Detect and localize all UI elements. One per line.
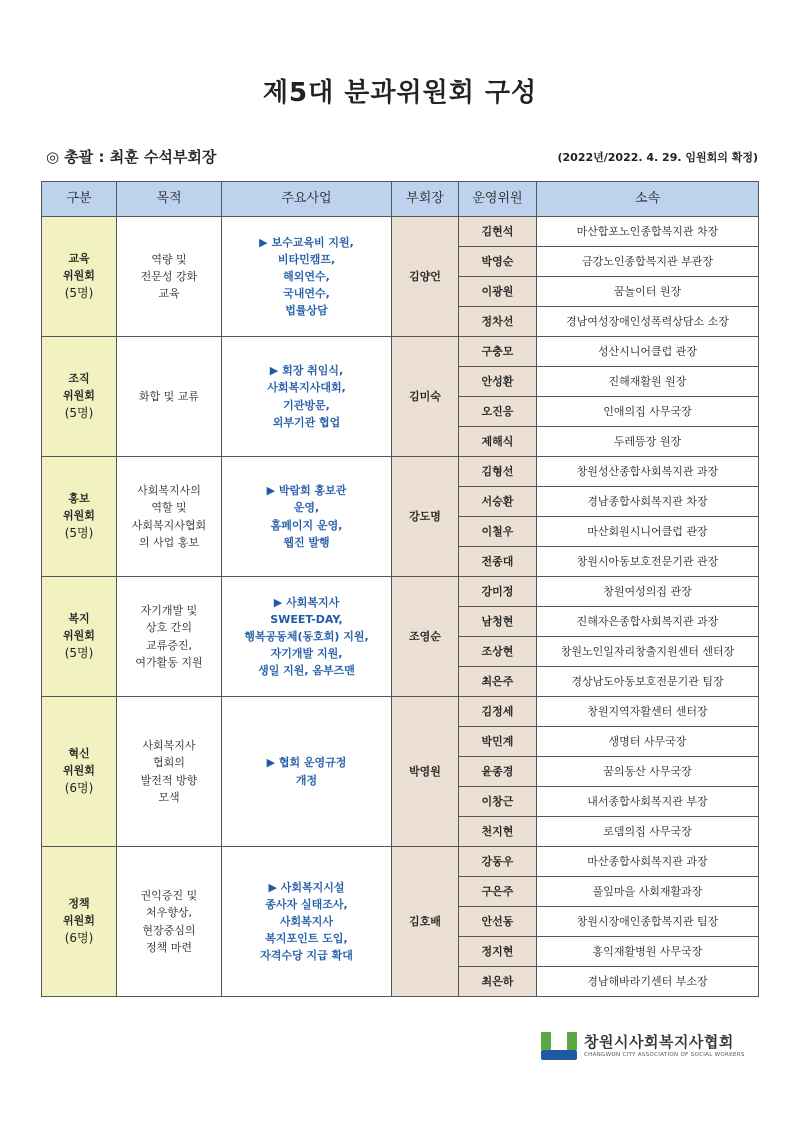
member-affiliation: 창원시아동보호전문기관 관장 bbox=[537, 547, 759, 577]
committee-business: ▶ 협회 운영규정 개정 bbox=[222, 697, 392, 847]
member-affiliation: 홍익재활병원 사무국장 bbox=[537, 937, 759, 967]
committee-name bbox=[42, 577, 117, 697]
header-category: 구분 bbox=[42, 182, 117, 217]
logo-mark-icon bbox=[540, 1031, 578, 1061]
member-affiliation: 진해재활원 원장 bbox=[537, 367, 759, 397]
table-row bbox=[42, 457, 759, 487]
committee-name bbox=[42, 337, 117, 457]
committee-purpose: 화합 및 교류 bbox=[117, 337, 222, 457]
member-name: 서승환 bbox=[459, 487, 537, 517]
table-row bbox=[42, 847, 759, 877]
table-row bbox=[42, 697, 759, 727]
general-manager-note: ◎ 총괄 : 최훈 수석부회장 bbox=[46, 148, 217, 166]
member-affiliation: 꿈놀이터 원장 bbox=[537, 277, 759, 307]
member-affiliation: 마산종합사회복지관 과장 bbox=[537, 847, 759, 877]
vice-president-name: 조영순 bbox=[392, 577, 459, 697]
committee-business: ▶ 보수교육비 지원, 비타민캠프, 해외연수, 국내연수, 법률상담 bbox=[222, 217, 392, 337]
committee-title: 교육 위원회 bbox=[63, 252, 95, 283]
committee-business: ▶ 사회복지시설 종사자 실태조사, 사회복지사 복지포인트 도입, 자격수당 지급 확대 bbox=[222, 847, 392, 997]
committee-name bbox=[42, 697, 117, 847]
committee-name bbox=[42, 217, 117, 337]
member-affiliation: 창원지역자활센터 센터장 bbox=[537, 697, 759, 727]
vice-president-name: 김미숙 bbox=[392, 337, 459, 457]
member-affiliation: 경남여성장애인성폭력상담소 소장 bbox=[537, 307, 759, 337]
member-name: 윤종경 bbox=[459, 757, 537, 787]
header-vice-president: 부회장 bbox=[392, 182, 459, 217]
committee-name bbox=[42, 457, 117, 577]
committee-purpose: 자기개발 및 상호 간의 교류증진, 여가활동 지원 bbox=[117, 577, 222, 697]
member-affiliation: 경상남도아동보호전문기관 팀장 bbox=[537, 667, 759, 697]
member-name: 김현석 bbox=[459, 217, 537, 247]
committee-size: (5명) bbox=[64, 406, 94, 421]
member-name: 오진응 bbox=[459, 397, 537, 427]
committee-size: (5명) bbox=[64, 526, 94, 541]
committee-business: ▶ 회장 취임식, 사회복지사대회, 기관방문, 외부기관 협업 bbox=[222, 337, 392, 457]
committee-size: (5명) bbox=[64, 646, 94, 661]
committee-size: (6명) bbox=[64, 781, 94, 796]
header-purpose: 목적 bbox=[117, 182, 222, 217]
member-affiliation: 금강노인종합복지관 부관장 bbox=[537, 247, 759, 277]
committee-title: 정책 위원회 bbox=[63, 897, 95, 928]
member-name: 이광원 bbox=[459, 277, 537, 307]
association-logo bbox=[540, 1030, 770, 1064]
committee-purpose: 권익증진 및 처우향상, 현장중심의 정책 마련 bbox=[117, 847, 222, 997]
table-row bbox=[42, 577, 759, 607]
committee-purpose: 사회복지사 협회의 발전적 방향 모색 bbox=[117, 697, 222, 847]
member-name: 이창근 bbox=[459, 787, 537, 817]
page-title: 제5대 분과위원회 구성 bbox=[262, 78, 538, 108]
vice-president-name: 김양언 bbox=[392, 217, 459, 337]
committee-body bbox=[42, 217, 759, 997]
member-name: 최은주 bbox=[459, 667, 537, 697]
member-affiliation: 마산회원시니어클럽 관장 bbox=[537, 517, 759, 547]
committee-purpose: 역량 및 전문성 강화 교육 bbox=[117, 217, 222, 337]
member-name: 제해식 bbox=[459, 427, 537, 457]
vice-president-name: 박영원 bbox=[392, 697, 459, 847]
member-affiliation: 인애의집 사무국장 bbox=[537, 397, 759, 427]
member-affiliation: 풀잎마을 사회재활과장 bbox=[537, 877, 759, 907]
vice-president-name: 김호배 bbox=[392, 847, 459, 997]
committee-purpose: 사회복지사의 역할 및 사회복지사협회 의 사업 홍보 bbox=[117, 457, 222, 577]
committee-size: (5명) bbox=[64, 286, 94, 301]
committee-title: 홍보 위원회 bbox=[63, 492, 95, 523]
member-name: 조상현 bbox=[459, 637, 537, 667]
member-name: 구충모 bbox=[459, 337, 537, 367]
committee-table bbox=[41, 181, 759, 997]
member-affiliation: 꿈의동산 사무국장 bbox=[537, 757, 759, 787]
member-name: 박민계 bbox=[459, 727, 537, 757]
member-affiliation: 내서종합사회복지관 부장 bbox=[537, 787, 759, 817]
member-name: 구은주 bbox=[459, 877, 537, 907]
committee-business: ▶ 박람회 홍보관 운영, 홈페이지 운영, 웹진 발행 bbox=[222, 457, 392, 577]
logo-name: 창원시사회복지사협회 bbox=[584, 1033, 734, 1051]
member-affiliation: 창원여성의집 관장 bbox=[537, 577, 759, 607]
committee-title: 조직 위원회 bbox=[63, 372, 95, 403]
committee-title: 혁신 위원회 bbox=[63, 747, 95, 778]
member-affiliation: 창원성산종합사회복지관 과장 bbox=[537, 457, 759, 487]
member-affiliation: 성산시니어클럽 관장 bbox=[537, 337, 759, 367]
member-name: 이철우 bbox=[459, 517, 537, 547]
logo-english-name: CHANGWON CITY ASSOCIATION OF SOCIAL WORKERS bbox=[584, 1052, 745, 1058]
subheader bbox=[46, 146, 758, 168]
member-affiliation: 생명터 사무국장 bbox=[537, 727, 759, 757]
confirmation-date: (2022년/2022. 4. 29. 임원회의 확정) bbox=[557, 151, 758, 164]
member-affiliation: 로뎀의집 사무국장 bbox=[537, 817, 759, 847]
header-business: 주요사업 bbox=[222, 182, 392, 217]
member-name: 박영순 bbox=[459, 247, 537, 277]
member-affiliation: 마산합포노인종합복지관 차장 bbox=[537, 217, 759, 247]
member-name: 남청현 bbox=[459, 607, 537, 637]
member-affiliation: 두레뜽장 원장 bbox=[537, 427, 759, 457]
committee-business: ▶ 사회복지사 SWEET-DAY, 행복공동체(동호회) 지원, 자기개발 지원, 생일 지원, 옴부즈맨 bbox=[222, 577, 392, 697]
member-name: 강동우 bbox=[459, 847, 537, 877]
vice-president-name: 강도명 bbox=[392, 457, 459, 577]
member-name: 전종대 bbox=[459, 547, 537, 577]
header-row bbox=[42, 182, 759, 217]
member-affiliation: 경남종합사회복지관 차장 bbox=[537, 487, 759, 517]
member-name: 최은하 bbox=[459, 967, 537, 997]
member-name: 강미정 bbox=[459, 577, 537, 607]
committee-title: 복지 위원회 bbox=[63, 612, 95, 643]
member-affiliation: 창원시장애인종합복지관 팀장 bbox=[537, 907, 759, 937]
member-name: 김형선 bbox=[459, 457, 537, 487]
committee-name bbox=[42, 847, 117, 997]
member-name: 안성환 bbox=[459, 367, 537, 397]
member-name: 정차선 bbox=[459, 307, 537, 337]
header-affiliation: 소속 bbox=[537, 182, 759, 217]
member-affiliation: 진해자은종합사회복지관 과장 bbox=[537, 607, 759, 637]
table-row bbox=[42, 217, 759, 247]
member-name: 천지현 bbox=[459, 817, 537, 847]
member-affiliation: 창원노인일자리창출지원센터 센터장 bbox=[537, 637, 759, 667]
table-row bbox=[42, 337, 759, 367]
member-name: 정지현 bbox=[459, 937, 537, 967]
member-name: 안선동 bbox=[459, 907, 537, 937]
member-name: 김정세 bbox=[459, 697, 537, 727]
header-member: 운영위원 bbox=[459, 182, 537, 217]
member-affiliation: 경남해바라기센터 부소장 bbox=[537, 967, 759, 997]
committee-size: (6명) bbox=[64, 931, 94, 946]
